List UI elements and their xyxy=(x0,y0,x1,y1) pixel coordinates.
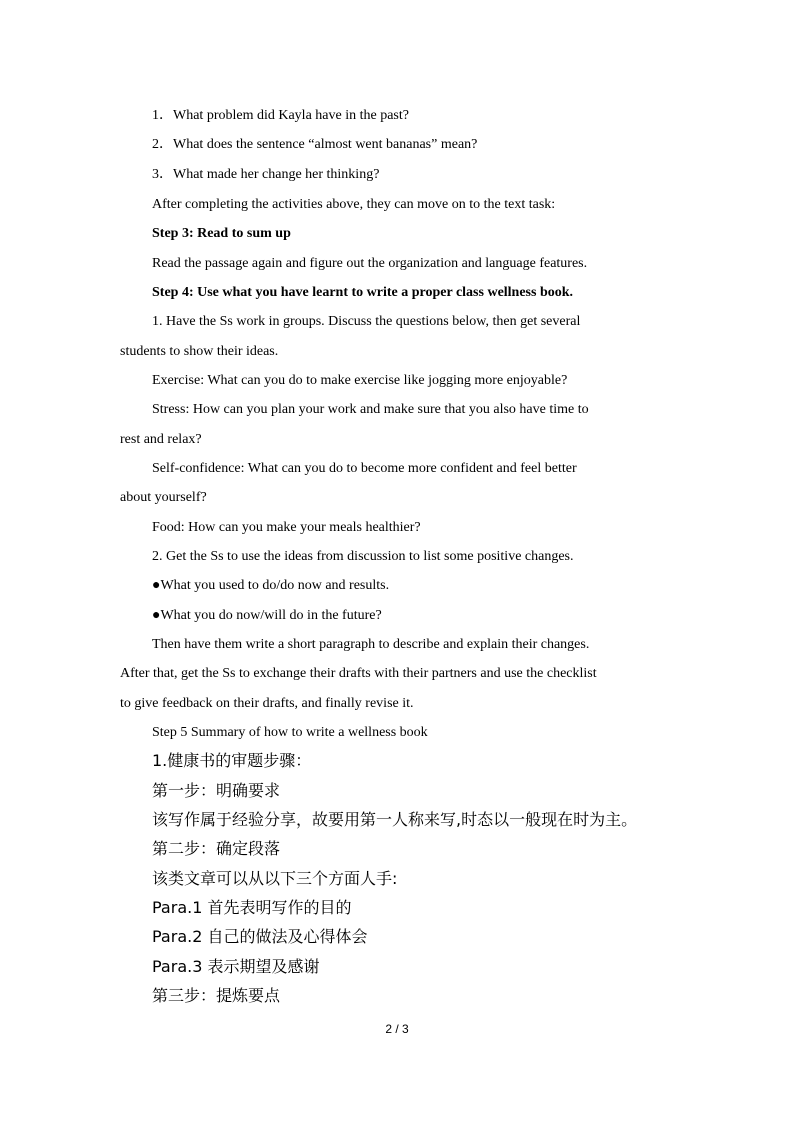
stress-question-cont: rest and relax? xyxy=(120,432,202,447)
step-4-heading: Step 4: Use what you have learnt to write a proper class wellness book. xyxy=(152,285,574,300)
paragraph-line-3: to give feedback on their drafts, and finally revise it. xyxy=(120,696,414,711)
cn-step-1: 第一步：明确要求 xyxy=(152,781,281,800)
question-3: 3．What made her change her thinking? xyxy=(152,167,380,182)
para-1: Para.1 首先表明写作的目的 xyxy=(152,898,352,917)
food-question: Food: How can you make your meals healthier? xyxy=(152,520,421,535)
para-2: Para.2 自己的做法及心得体会 xyxy=(152,927,368,946)
para-3: Para.3 表示期望及感谢 xyxy=(152,957,320,976)
exercise-question: Exercise: What can you do to make exercise like jogging more enjoyable? xyxy=(152,373,568,388)
paragraph-line-1: Then have them write a short paragraph to describe and explain their changes. xyxy=(152,637,590,652)
step-5-heading: Step 5 Summary of how to write a wellness book xyxy=(152,725,428,740)
question-1: 1．What problem did Kayla have in the past? xyxy=(152,108,409,123)
step-3-text: Read the passage again and figure out the organization and language features. xyxy=(152,256,588,271)
step-4-item-1: 1. Have the Ss work in groups. Discuss the questions below, then get several xyxy=(152,314,581,329)
step-4-item-2: 2. Get the Ss to use the ideas from discussion to list some positive changes. xyxy=(152,549,574,564)
cn-step-3: 第三步：提炼要点 xyxy=(152,986,281,1005)
cn-step-2: 第二步：确定段落 xyxy=(152,839,281,858)
stress-question: Stress: How can you plan your work and make sure that you also have time to xyxy=(152,402,589,417)
paragraph-line-2: After that, get the Ss to exchange their drafts with their partners and use the checklist xyxy=(120,666,597,681)
bullet-1: ●What you used to do/do now and results. xyxy=(152,578,390,593)
transition-line: After completing the activities above, they can move on to the text task: xyxy=(152,197,556,212)
self-confidence-question: Self-confidence: What can you do to become more confident and feel better xyxy=(152,461,577,476)
cn-step-1-text: 该写作属于经验分享，故要用第一人称来写,时态以一般现在时为主。 xyxy=(152,810,638,829)
bullet-2: ●What you do now/will do in the future? xyxy=(152,608,382,623)
page-number: 2 / 3 xyxy=(385,1022,409,1036)
cn-title: 1.健康书的审题步骤： xyxy=(152,751,312,770)
cn-step-2-text: 该类文章可以从以下三个方面人手: xyxy=(152,869,398,888)
step-3-heading: Step 3: Read to sum up xyxy=(152,226,291,241)
question-2: 2．What does the sentence “almost went bananas” mean? xyxy=(152,137,478,152)
step-4-item-1-cont: students to show their ideas. xyxy=(120,344,279,359)
self-confidence-question-cont: about yourself? xyxy=(120,490,207,505)
